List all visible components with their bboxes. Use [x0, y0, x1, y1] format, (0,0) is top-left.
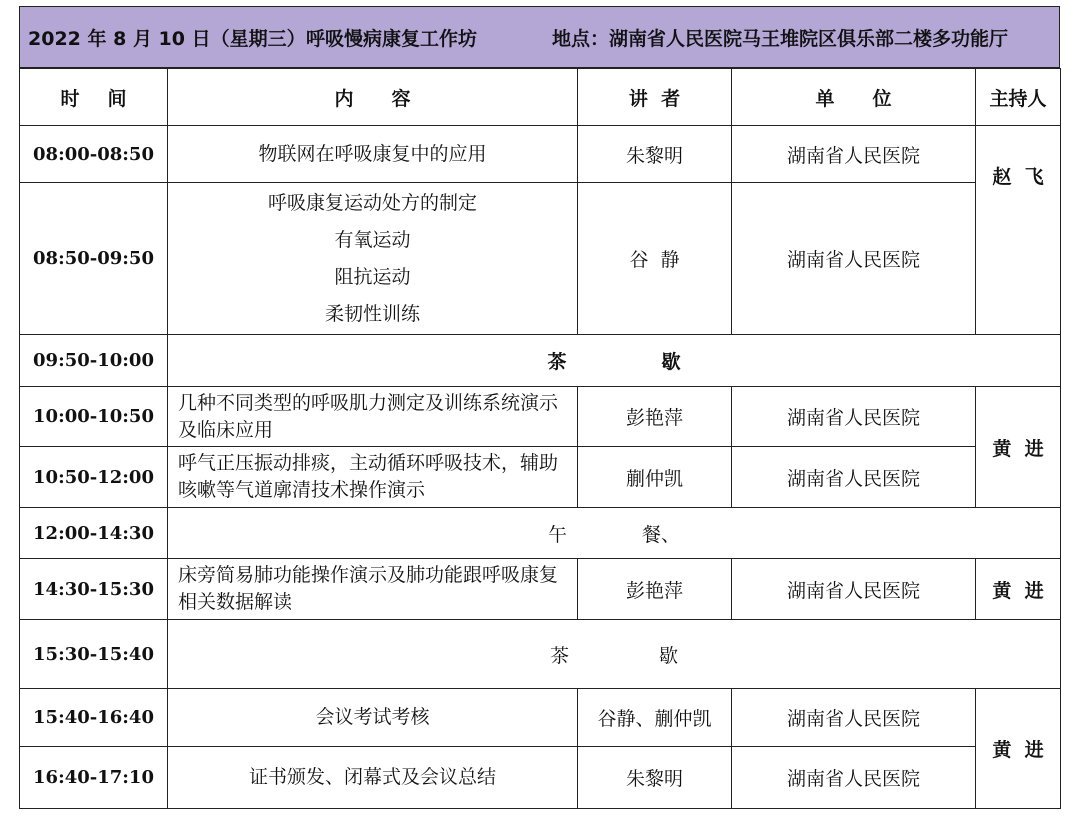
- table-row: [20, 183, 1061, 335]
- table-row: [20, 747, 1061, 809]
- column-header-host: 主持人: [976, 69, 1061, 126]
- session-content: 物联网在呼吸康复中的应用: [168, 126, 578, 183]
- column-header-time: 时 间: [20, 69, 168, 126]
- table-row: [20, 126, 1061, 183]
- table-row: [20, 335, 1061, 387]
- session-speaker: 朱黎明: [578, 747, 732, 809]
- session-content: 证书颁发、闭幕式及会议总结: [168, 747, 578, 809]
- session-time: 16:40-17:10: [20, 747, 168, 809]
- session-time: 15:40-16:40: [20, 689, 168, 747]
- break-label: 茶 歇: [168, 335, 1061, 387]
- column-header-content: 内 容: [168, 69, 578, 126]
- session-unit: 湖南省人民医院: [732, 559, 976, 620]
- table-row: [20, 689, 1061, 747]
- session-speaker: 朱黎明: [578, 126, 732, 183]
- session-content: [168, 183, 578, 335]
- table-row: [20, 447, 1061, 508]
- column-header-speaker: 讲 者: [578, 69, 732, 126]
- content-line: 有氧运动: [334, 228, 411, 251]
- session-speaker: 谷静、蒯仲凯: [578, 689, 732, 747]
- session-host: 黄 进: [976, 689, 1061, 809]
- session-content: 会议考试考核: [168, 689, 578, 747]
- table-row: [20, 559, 1061, 620]
- session-unit: 湖南省人民医院: [732, 747, 976, 809]
- session-content: 呼气正压振动排痰，主动循环呼吸技术，辅助咳嗽等气道廓清技术操作演示: [168, 447, 578, 508]
- content-line: 柔韧性训练: [324, 302, 420, 325]
- content-line: 阻抗运动: [334, 265, 411, 288]
- session-unit: 湖南省人民医院: [732, 183, 976, 335]
- session-host: 黄 进: [976, 387, 1061, 508]
- schedule-table: [19, 68, 1061, 809]
- column-header-unit: 单 位: [732, 69, 976, 126]
- session-time: 14:30-15:30: [20, 559, 168, 620]
- session-speaker: 蒯仲凯: [578, 447, 732, 508]
- session-unit: 湖南省人民医院: [732, 689, 976, 747]
- session-unit: 湖南省人民医院: [732, 126, 976, 183]
- session-content: 床旁简易肺功能操作演示及肺功能跟呼吸康复相关数据解读: [168, 559, 578, 620]
- session-time: 09:50-10:00: [20, 335, 168, 387]
- schedule-header: [19, 6, 1060, 68]
- break-label: 茶 歇: [168, 620, 1061, 689]
- session-host: 黄 进: [976, 559, 1061, 620]
- session-time: 10:50-12:00: [20, 447, 168, 508]
- session-speaker: 彭艳萍: [578, 387, 732, 447]
- session-time: 08:50-09:50: [20, 183, 168, 335]
- session-content: 几种不同类型的呼吸肌力测定及训练系统演示及临床应用: [168, 387, 578, 447]
- schedule-document: [19, 6, 1060, 809]
- session-speaker: 彭艳萍: [578, 559, 732, 620]
- session-time: 12:00-14:30: [20, 508, 168, 559]
- session-time: 15:30-15:40: [20, 620, 168, 689]
- event-title: 呼吸慢病康复工作坊: [306, 27, 478, 50]
- event-date: 2022 年 8 月 10 日（星期三）: [28, 27, 306, 50]
- table-row: [20, 387, 1061, 447]
- session-speaker: 谷 静: [578, 183, 732, 335]
- table-header-row: [20, 69, 1061, 126]
- session-unit: 湖南省人民医院: [732, 387, 976, 447]
- session-unit: 湖南省人民医院: [732, 447, 976, 508]
- break-label: 午 餐、: [168, 508, 1061, 559]
- session-time: 10:00-10:50: [20, 387, 168, 447]
- session-time: 08:00-08:50: [20, 126, 168, 183]
- session-host: 赵 飞: [976, 126, 1061, 335]
- table-row: [20, 508, 1061, 559]
- content-line: 呼吸康复运动处方的制定: [267, 191, 477, 214]
- table-row: [20, 620, 1061, 689]
- event-venue: 地点：湖南省人民医院马王堆院区俱乐部二楼多功能厅: [552, 27, 1009, 50]
